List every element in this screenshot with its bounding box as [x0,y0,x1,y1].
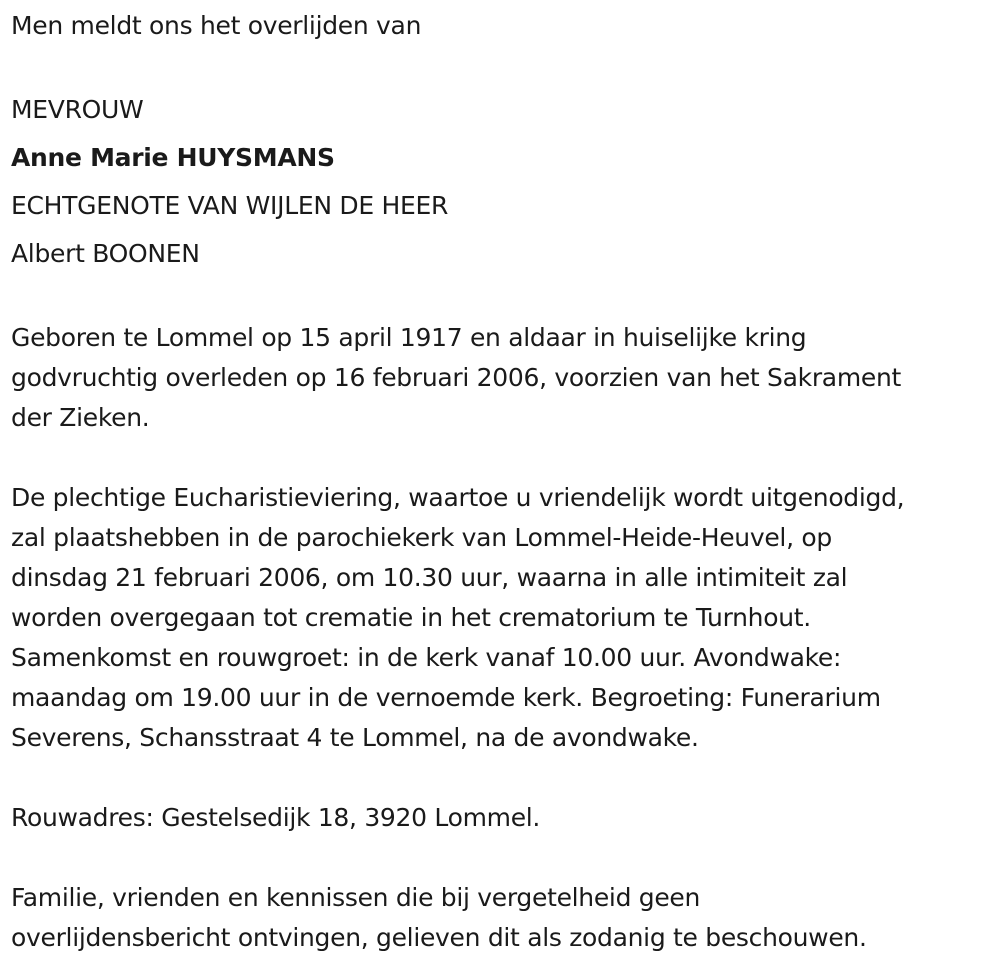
spacer [11,758,1000,798]
paragraph-line: Geboren te Lommel op 15 april 1917 en aldaar in huiselijke kring [11,323,807,352]
intro-line: Men meldt ons het overlijden van [11,11,422,40]
deceased-name: Anne Marie HUYSMANS [11,143,335,172]
paragraph-line: der Zieken. [11,403,150,432]
paragraph-line: Samenkomst en rouwgroet: in de kerk vanaf 10.00 uur. Avondwake: [11,643,842,672]
deceased-title: MEVROUW [11,95,144,124]
spacer [11,438,1000,478]
spouse-name: Albert BOONEN [11,239,200,268]
mourning-address: Rouwadres: Gestelsedijk 18, 3920 Lommel. [11,803,541,832]
paragraph-line: overlijdensbericht ontvingen, gelieven dit als zodanig te beschouwen. [11,923,867,952]
spacer [11,46,1000,86]
paragraph-line: worden overgegaan tot crematie in het crematorium te Turnhout. [11,603,811,632]
spacer [11,838,1000,878]
relation-line: ECHTGENOTE VAN WIJLEN DE HEER [11,191,449,220]
closing-paragraph [11,878,1000,958]
paragraph-line: Familie, vrienden en kennissen die bij vergetelheid geen [11,883,701,912]
paragraph-line: zal plaatshebben in de parochiekerk van Lommel-Heide-Heuvel, op [11,523,832,552]
paragraph-line: godvruchtig overleden op 16 februari 2006, voorzien van het Sakrament [11,363,902,392]
paragraph-line: Severens, Schansstraat 4 te Lommel, na de avondwake. [11,723,699,752]
spacer [11,278,1000,318]
intro-paragraph [11,6,1000,46]
paragraph-line: maandag om 19.00 uur in de vernoemde kerk. Begroeting: Funerarium [11,683,881,712]
address-paragraph [11,798,1000,838]
deceased-block [11,86,1000,278]
ceremony-paragraph [11,478,1000,758]
paragraph-line: De plechtige Eucharistieviering, waartoe u vriendelijk wordt uitgenodigd, [11,483,905,512]
birth-paragraph [11,318,1000,438]
paragraph-line: dinsdag 21 februari 2006, om 10.30 uur, waarna in alle intimiteit zal [11,563,848,592]
